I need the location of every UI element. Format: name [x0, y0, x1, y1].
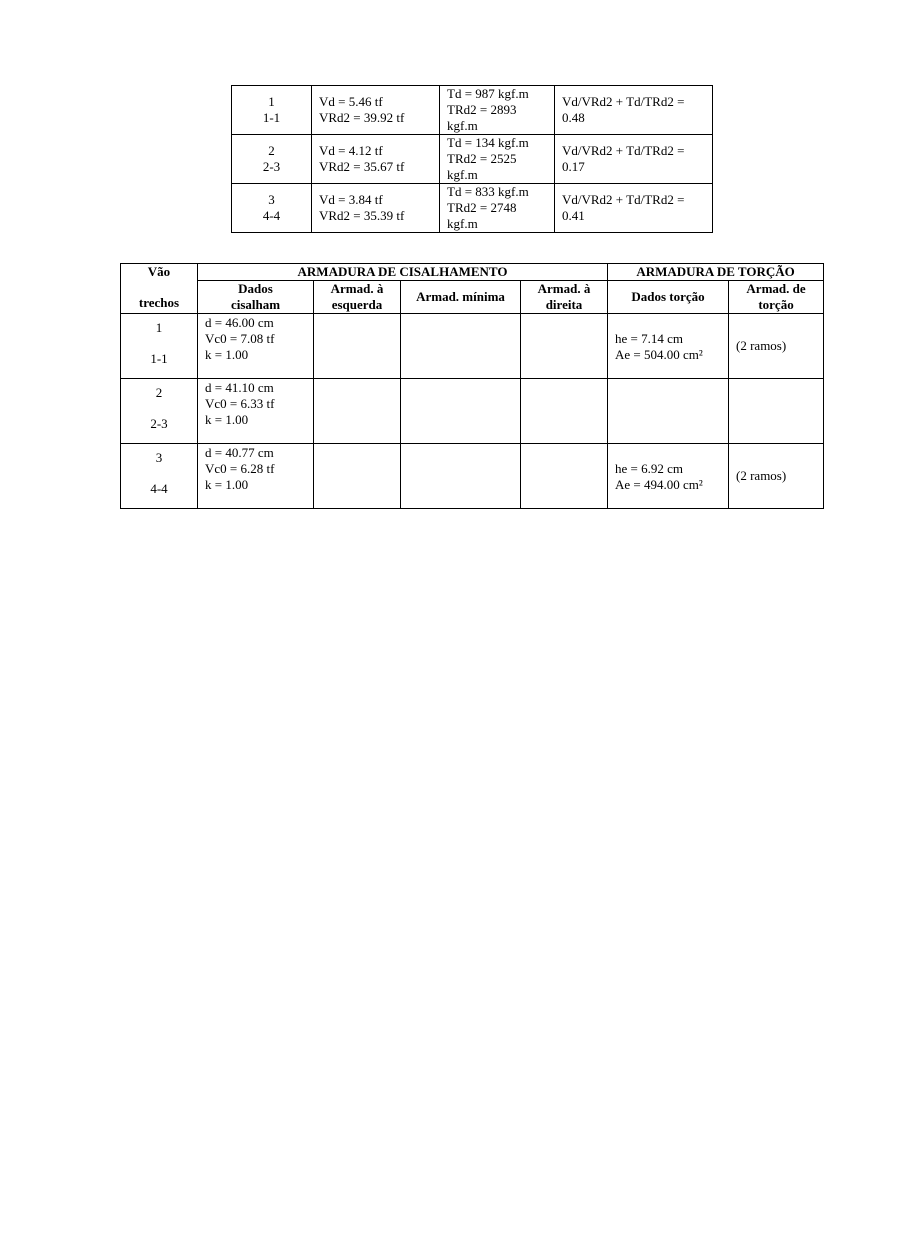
dados-torcao-cell	[608, 379, 729, 444]
span-cell	[232, 86, 312, 135]
ramos-value: (2 ramos)	[736, 468, 787, 483]
vao-trecho: 4-4	[150, 480, 168, 496]
vao-number: 3	[155, 449, 163, 465]
armad-torcao-line1: Armad. de	[746, 281, 806, 296]
armad-esquerda-header	[314, 281, 401, 314]
shear-cell	[312, 86, 440, 135]
table-row	[121, 379, 824, 444]
span-cell	[232, 184, 312, 233]
vao-number: 2	[155, 384, 163, 400]
armad-esquerda-cell	[314, 379, 401, 444]
td-value: Td = 134 kgf.m	[447, 135, 529, 150]
dados-cisalham-header	[198, 281, 314, 314]
armad-minima-cell	[401, 379, 521, 444]
torsion-cell	[440, 86, 555, 135]
span-number: 1	[268, 94, 275, 109]
summary-table	[231, 85, 713, 233]
vc0-value: Vc0 = 6.33 tf	[205, 396, 275, 411]
vrd2-value: VRd2 = 35.39 tf	[319, 208, 405, 223]
trd2-value: TRd2 = 2748	[447, 200, 517, 215]
trd2-unit: kgf.m	[447, 167, 478, 182]
ratio-value: 0.17	[562, 159, 585, 174]
summary-row	[232, 86, 713, 135]
d-value: d = 40.77 cm	[205, 445, 274, 460]
ratio-value: 0.48	[562, 110, 585, 125]
table-row	[121, 444, 824, 509]
trechos-label: trechos	[138, 295, 180, 310]
armad-esquerda-line1: Armad. à	[330, 281, 384, 296]
span-number: 2	[268, 143, 275, 158]
ratio-value: 0.41	[562, 208, 585, 223]
summary-row	[232, 135, 713, 184]
vao-header	[121, 264, 198, 314]
cisalhamento-header: ARMADURA DE CISALHAMENTO	[198, 264, 608, 281]
d-value: d = 41.10 cm	[205, 380, 274, 395]
armad-minima-header: Armad. mínima	[401, 281, 521, 314]
ramos-value: (2 ramos)	[736, 338, 787, 353]
he-value: he = 6.92 cm	[615, 461, 683, 476]
torsion-cell	[440, 135, 555, 184]
vd-value: Vd = 5.46 tf	[319, 94, 383, 109]
ratio-cell	[555, 135, 713, 184]
vao-label: Vão	[147, 264, 171, 279]
k-value: k = 1.00	[205, 412, 249, 427]
d-value: d = 46.00 cm	[205, 315, 274, 330]
armad-direita-cell	[521, 444, 608, 509]
ae-value: Ae = 494.00 cm²	[615, 477, 703, 492]
ae-value: Ae = 504.00 cm²	[615, 347, 703, 362]
vrd2-value: VRd2 = 35.67 tf	[319, 159, 405, 174]
armad-torcao-line2: torção	[758, 297, 794, 312]
td-value: Td = 987 kgf.m	[447, 86, 529, 101]
dados-cisalham-line1: Dados	[238, 281, 273, 296]
span-number: 3	[268, 192, 275, 207]
dados-torcao-cell	[608, 444, 729, 509]
trd2-value: TRd2 = 2525	[447, 151, 517, 166]
ratio-cell	[555, 86, 713, 135]
ratio-cell	[555, 184, 713, 233]
vc0-value: Vc0 = 7.08 tf	[205, 331, 275, 346]
span-trecho: 4-4	[262, 208, 281, 223]
dados-cisalham-cell	[198, 379, 314, 444]
k-value: k = 1.00	[205, 347, 249, 362]
dados-cisalham-cell	[198, 444, 314, 509]
shear-cell	[312, 184, 440, 233]
vao-number: 1	[155, 319, 163, 335]
ratio-formula: Vd/VRd2 + Td/TRd2 =	[562, 94, 685, 109]
dados-cisalham-line2: cisalham	[230, 297, 281, 312]
vrd2-value: VRd2 = 39.92 tf	[319, 110, 405, 125]
dados-cisalham-cell	[198, 314, 314, 379]
armad-direita-line2: direita	[545, 297, 583, 312]
armad-torcao-cell	[729, 444, 824, 509]
torcao-header: ARMADURA DE TORÇÃO	[608, 264, 824, 281]
vao-trecho: 1-1	[150, 350, 168, 366]
vao-cell	[121, 314, 198, 379]
armad-torcao-header	[729, 281, 824, 314]
vao-cell	[121, 379, 198, 444]
reinforcement-table	[120, 263, 824, 509]
vd-value: Vd = 4.12 tf	[319, 143, 383, 158]
armad-minima-cell	[401, 314, 521, 379]
armad-torcao-cell	[729, 379, 824, 444]
he-value: he = 7.14 cm	[615, 331, 683, 346]
vao-trecho: 2-3	[150, 415, 168, 431]
armad-direita-header	[521, 281, 608, 314]
armad-direita-cell	[521, 379, 608, 444]
k-value: k = 1.00	[205, 477, 249, 492]
armad-direita-line1: Armad. à	[537, 281, 591, 296]
armad-direita-cell	[521, 314, 608, 379]
torsion-cell	[440, 184, 555, 233]
span-trecho: 2-3	[262, 159, 281, 174]
armad-esquerda-line2: esquerda	[331, 297, 383, 312]
ratio-formula: Vd/VRd2 + Td/TRd2 =	[562, 192, 685, 207]
span-trecho: 1-1	[262, 110, 281, 125]
dados-torcao-cell	[608, 314, 729, 379]
trd2-value: TRd2 = 2893	[447, 102, 517, 117]
trd2-unit: kgf.m	[447, 216, 478, 231]
dados-torcao-header: Dados torção	[608, 281, 729, 314]
armad-esquerda-cell	[314, 444, 401, 509]
vd-value: Vd = 3.84 tf	[319, 192, 383, 207]
td-value: Td = 833 kgf.m	[447, 184, 529, 199]
vc0-value: Vc0 = 6.28 tf	[205, 461, 275, 476]
ratio-formula: Vd/VRd2 + Td/TRd2 =	[562, 143, 685, 158]
shear-cell	[312, 135, 440, 184]
vao-cell	[121, 444, 198, 509]
trd2-unit: kgf.m	[447, 118, 478, 133]
armad-minima-cell	[401, 444, 521, 509]
span-cell	[232, 135, 312, 184]
armad-esquerda-cell	[314, 314, 401, 379]
armad-torcao-cell	[729, 314, 824, 379]
summary-row	[232, 184, 713, 233]
table-row	[121, 314, 824, 379]
